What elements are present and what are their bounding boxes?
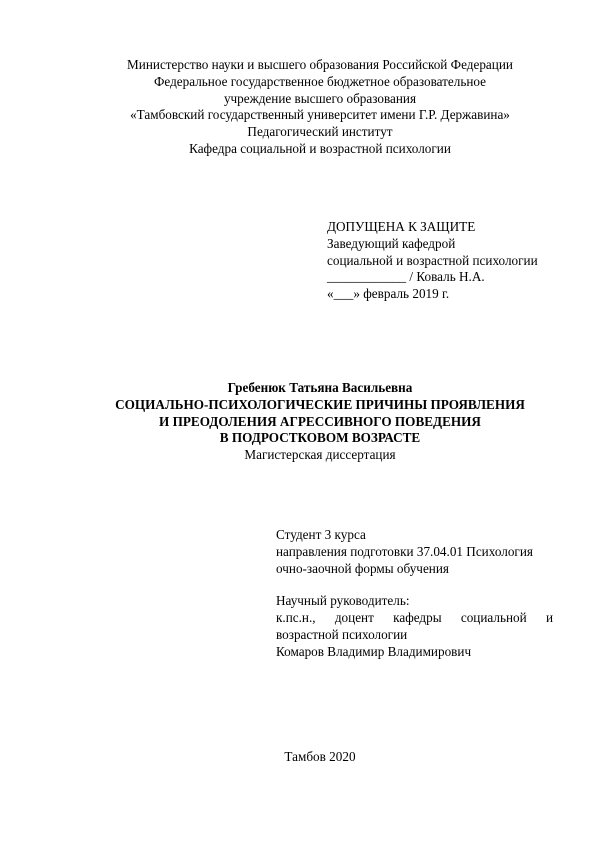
supervisor-name: Комаров Владимир Владимирович (276, 643, 472, 659)
thesis-title-line-3: В ПОДРОСТКОВОМ ВОЗРАСТЕ (219, 430, 421, 446)
approval-block (327, 219, 567, 303)
supervisor-label: Научный руководитель: (276, 593, 410, 609)
department-name: Кафедра социальной и возрастной психологии (189, 140, 451, 156)
thesis-title-line-2: И ПРЕОДОЛЕНИЯ АГРЕССИВНОГО ПОВЕДЕНИЯ (159, 413, 481, 429)
institution-type-line-2: учреждение высшего образования (223, 90, 417, 106)
thesis-title-line-1: СОЦИАЛЬНО-ПСИХОЛОГИЧЕСКИЕ ПРИЧИНЫ ПРОЯВЛЕНИЯ (115, 396, 525, 412)
student-study-form: очно-заочной формы обучения (276, 560, 449, 576)
institution-type-line: Федеральное государственное бюджетное образовательное (153, 73, 487, 89)
approval-department: социальной и возрастной психологии (327, 252, 538, 268)
city-year: Тамбов 2020 (284, 749, 356, 764)
institution-header (60, 57, 580, 158)
thesis-title-block (60, 380, 580, 464)
approval-signature: ____________ / Коваль Н.А. (327, 269, 485, 285)
ministry-line: Министерство науки и высшего образования Российской Федерации (127, 57, 513, 72)
approval-date: «___» февраль 2019 г. (327, 286, 450, 302)
institute-name: Педагогический институт (247, 124, 393, 140)
work-type: Магистерская диссертация (244, 447, 396, 463)
author-name: Гребенюк Татьяна Васильевна (227, 380, 413, 395)
student-direction: направления подготовки 37.04.01 Психология (276, 543, 533, 559)
approval-position: Заведующий кафедрой (327, 235, 456, 251)
student-course: Студент 3 курса (276, 527, 366, 542)
supervisor-degree-line-2: возрастной психологии (276, 626, 408, 642)
supervisor-degree-line-1: к.пс.н., доцент кафедры социальной и (276, 610, 553, 626)
approval-heading: ДОПУЩЕНА К ЗАЩИТЕ (327, 219, 476, 234)
spacer (276, 577, 553, 593)
city-year-footer (60, 749, 580, 766)
student-info-block (276, 527, 553, 661)
university-name: «Тамбовский государственный университет имени Г.Р. Державина» (130, 107, 510, 123)
